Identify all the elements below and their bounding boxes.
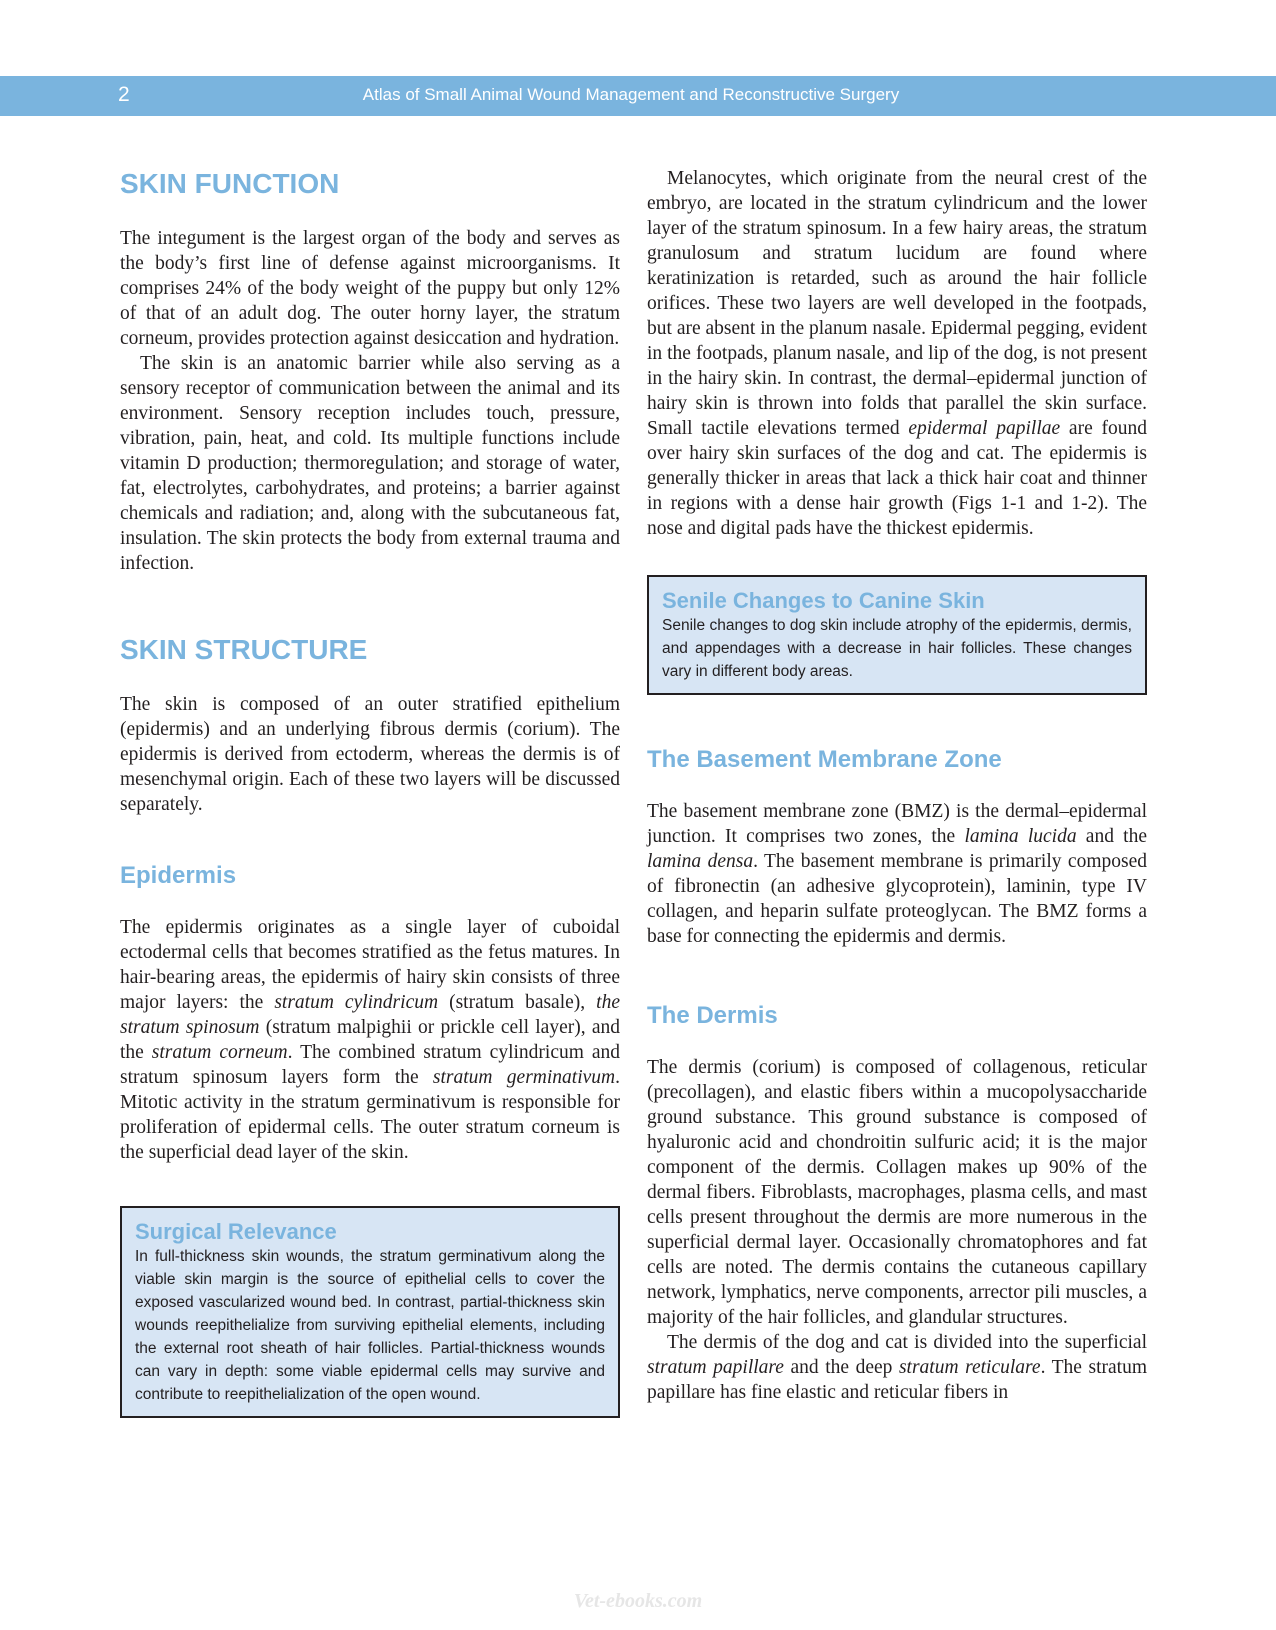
surgical-relevance-box (120, 1206, 620, 1418)
skin-structure-heading: SKIN STRUCTURE (120, 634, 368, 665)
surgical-relevance-text: In full-thickness skin wounds, the stratum germinativum along the viable skin margin is the source of epithelial cells to cover the exposed vascularized wound bed. In contrast, partial-thickness skin wounds reepithelialize from surviving epithelial elements, including the external root sheath of hair follicles. Partial-thickness wounds can vary in depth: some viable epidermal cells may survive and contribute to reepithelialization of the open wound. (135, 1248, 605, 1403)
epidermis-heading: Epidermis (120, 862, 237, 889)
skin-structure-paragraph: The skin is composed of an outer stratified epithelium (epidermis) and an underlying fibrous dermis (corium). The epidermis is derived from ectoderm, whereas the dermis is of mesenchymal origin. Each of these two layers will be discussed separately. (120, 694, 620, 815)
epidermis-paragraph: The epidermis originates as a single layer of cuboidal ectodermal cells that becomes stratified as the fetus matures. In hair-bearing areas, the epidermis of hairy skin consists of three major layers: the stratum cylindricum (stratum basale), the stratum spinosum (stratum malpighii or prickle cell layer), and the stratum corneum. The combined stratum cylindricum and stratum spinosum layers form the stratum germinativum. Mitotic activity in the stratum germinativum is responsible for proliferation of epidermal cells. The outer stratum corneum is the superficial dead layer of the skin. (120, 917, 621, 1163)
left-column (120, 166, 620, 1418)
skin-function-heading: SKIN FUNCTION (120, 168, 340, 199)
dermis-heading: The Dermis (647, 1002, 778, 1029)
senile-changes-title: Senile Changes to Canine Skin (662, 588, 985, 613)
running-title: Atlas of Small Animal Wound Management and Reconstructive Surgery (362, 85, 900, 104)
skin-function-paragraph-2: The skin is an anatomic barrier while also serving as a sensory receptor of communication between the animal and its environment. Sensory reception includes touch, pressure, vibration, pain, heat, and cold. Its multiple functions include vitamin D production; thermoregulation; and storage of water, fat, electrolytes, carbohydrates, and proteins; a barrier against chemicals and radiation; and, along with the subcutaneous fat, insulation. The skin protects the body from external trauma and infection. (120, 353, 620, 574)
senile-changes-box (647, 575, 1147, 695)
melanocytes-paragraph: Melanocytes, which originate from the neural crest of the embryo, are located in the stratum cylindricum and the lower layer of the stratum spinosum. In a few hairy areas, the stratum granulosum and stratum lucidum are found where keratinization is retarded, such as around the hair follicle orifices. These two layers are well developed in the footpads, but are absent in the planum nasale. Epidermal pegging, evident in the footpads, planum nasale, and lip of the dog, is not present in the hairy skin. In contrast, the dermal–epidermal junction of hairy skin is thrown into folds that parallel the skin surface. Small tactile elevations termed epidermal papillae are found over hairy skin surfaces of the dog and cat. The epidermis is generally thicker in areas that lack a thick hair coat and thinner in regions with a dense hair growth (Figs 1-1 and 1-2). The nose and digital pads have the thickest epidermis. (647, 168, 1147, 539)
right-column (647, 166, 1147, 1405)
page-number: 2 (118, 83, 130, 106)
dermis-paragraph-1: The dermis (corium) is composed of collagenous, reticular (precollagen), and elastic fibers within a mucopolysaccharide ground substance. This ground substance is composed of hyaluronic acid and chondroitin sulfuric acid; it is the major component of the dermis. Collagen makes up 90% of the dermal fibers. Fibroblasts, macrophages, plasma cells, and mast cells present throughout the dermis are more numerous in the superficial dermal layer. Occasionally chromatophores and fat cells are noted. The dermis contains the cutaneous capillary network, lymphatics, nerve components, arrector pili muscles, a majority of the hair follicles, and glandular structures. (647, 1057, 1147, 1328)
watermark-logo: Vet-ebooks.com (573, 1590, 703, 1612)
basement-membrane-paragraph: The basement membrane zone (BMZ) is the dermal–epidermal junction. It comprises two zones, the lamina lucida and the lamina densa. The basement membrane is primarily composed of fibronectin (an adhesive glycoprotein), laminin, type IV collagen, and heparin sulfate proteoglycan. The BMZ forms a base for connecting the epidermis and dermis. (647, 801, 1147, 947)
dermis-paragraph-2: The dermis of the dog and cat is divided into the superficial stratum papillare and the deep stratum reticulare. The stratum papillare has fine elastic and reticular fibers in (647, 1332, 1148, 1403)
basement-membrane-heading: The Basement Membrane Zone (647, 746, 1002, 773)
senile-changes-text: Senile changes to dog skin include atrophy of the epidermis, dermis, and appendages with a decrease in hair follicles. These changes vary in different body areas. (662, 617, 1132, 680)
running-header (0, 76, 1276, 116)
skin-function-paragraph-1: The integument is the largest organ of the body and serves as the body’s first line of defense against microorganisms. It comprises 24% of the body weight of the puppy but only 12% of that of an adult dog. The outer horny layer, the stratum corneum, provides protection against desiccation and hydration. (120, 228, 620, 349)
surgical-relevance-title: Surgical Relevance (135, 1219, 337, 1244)
